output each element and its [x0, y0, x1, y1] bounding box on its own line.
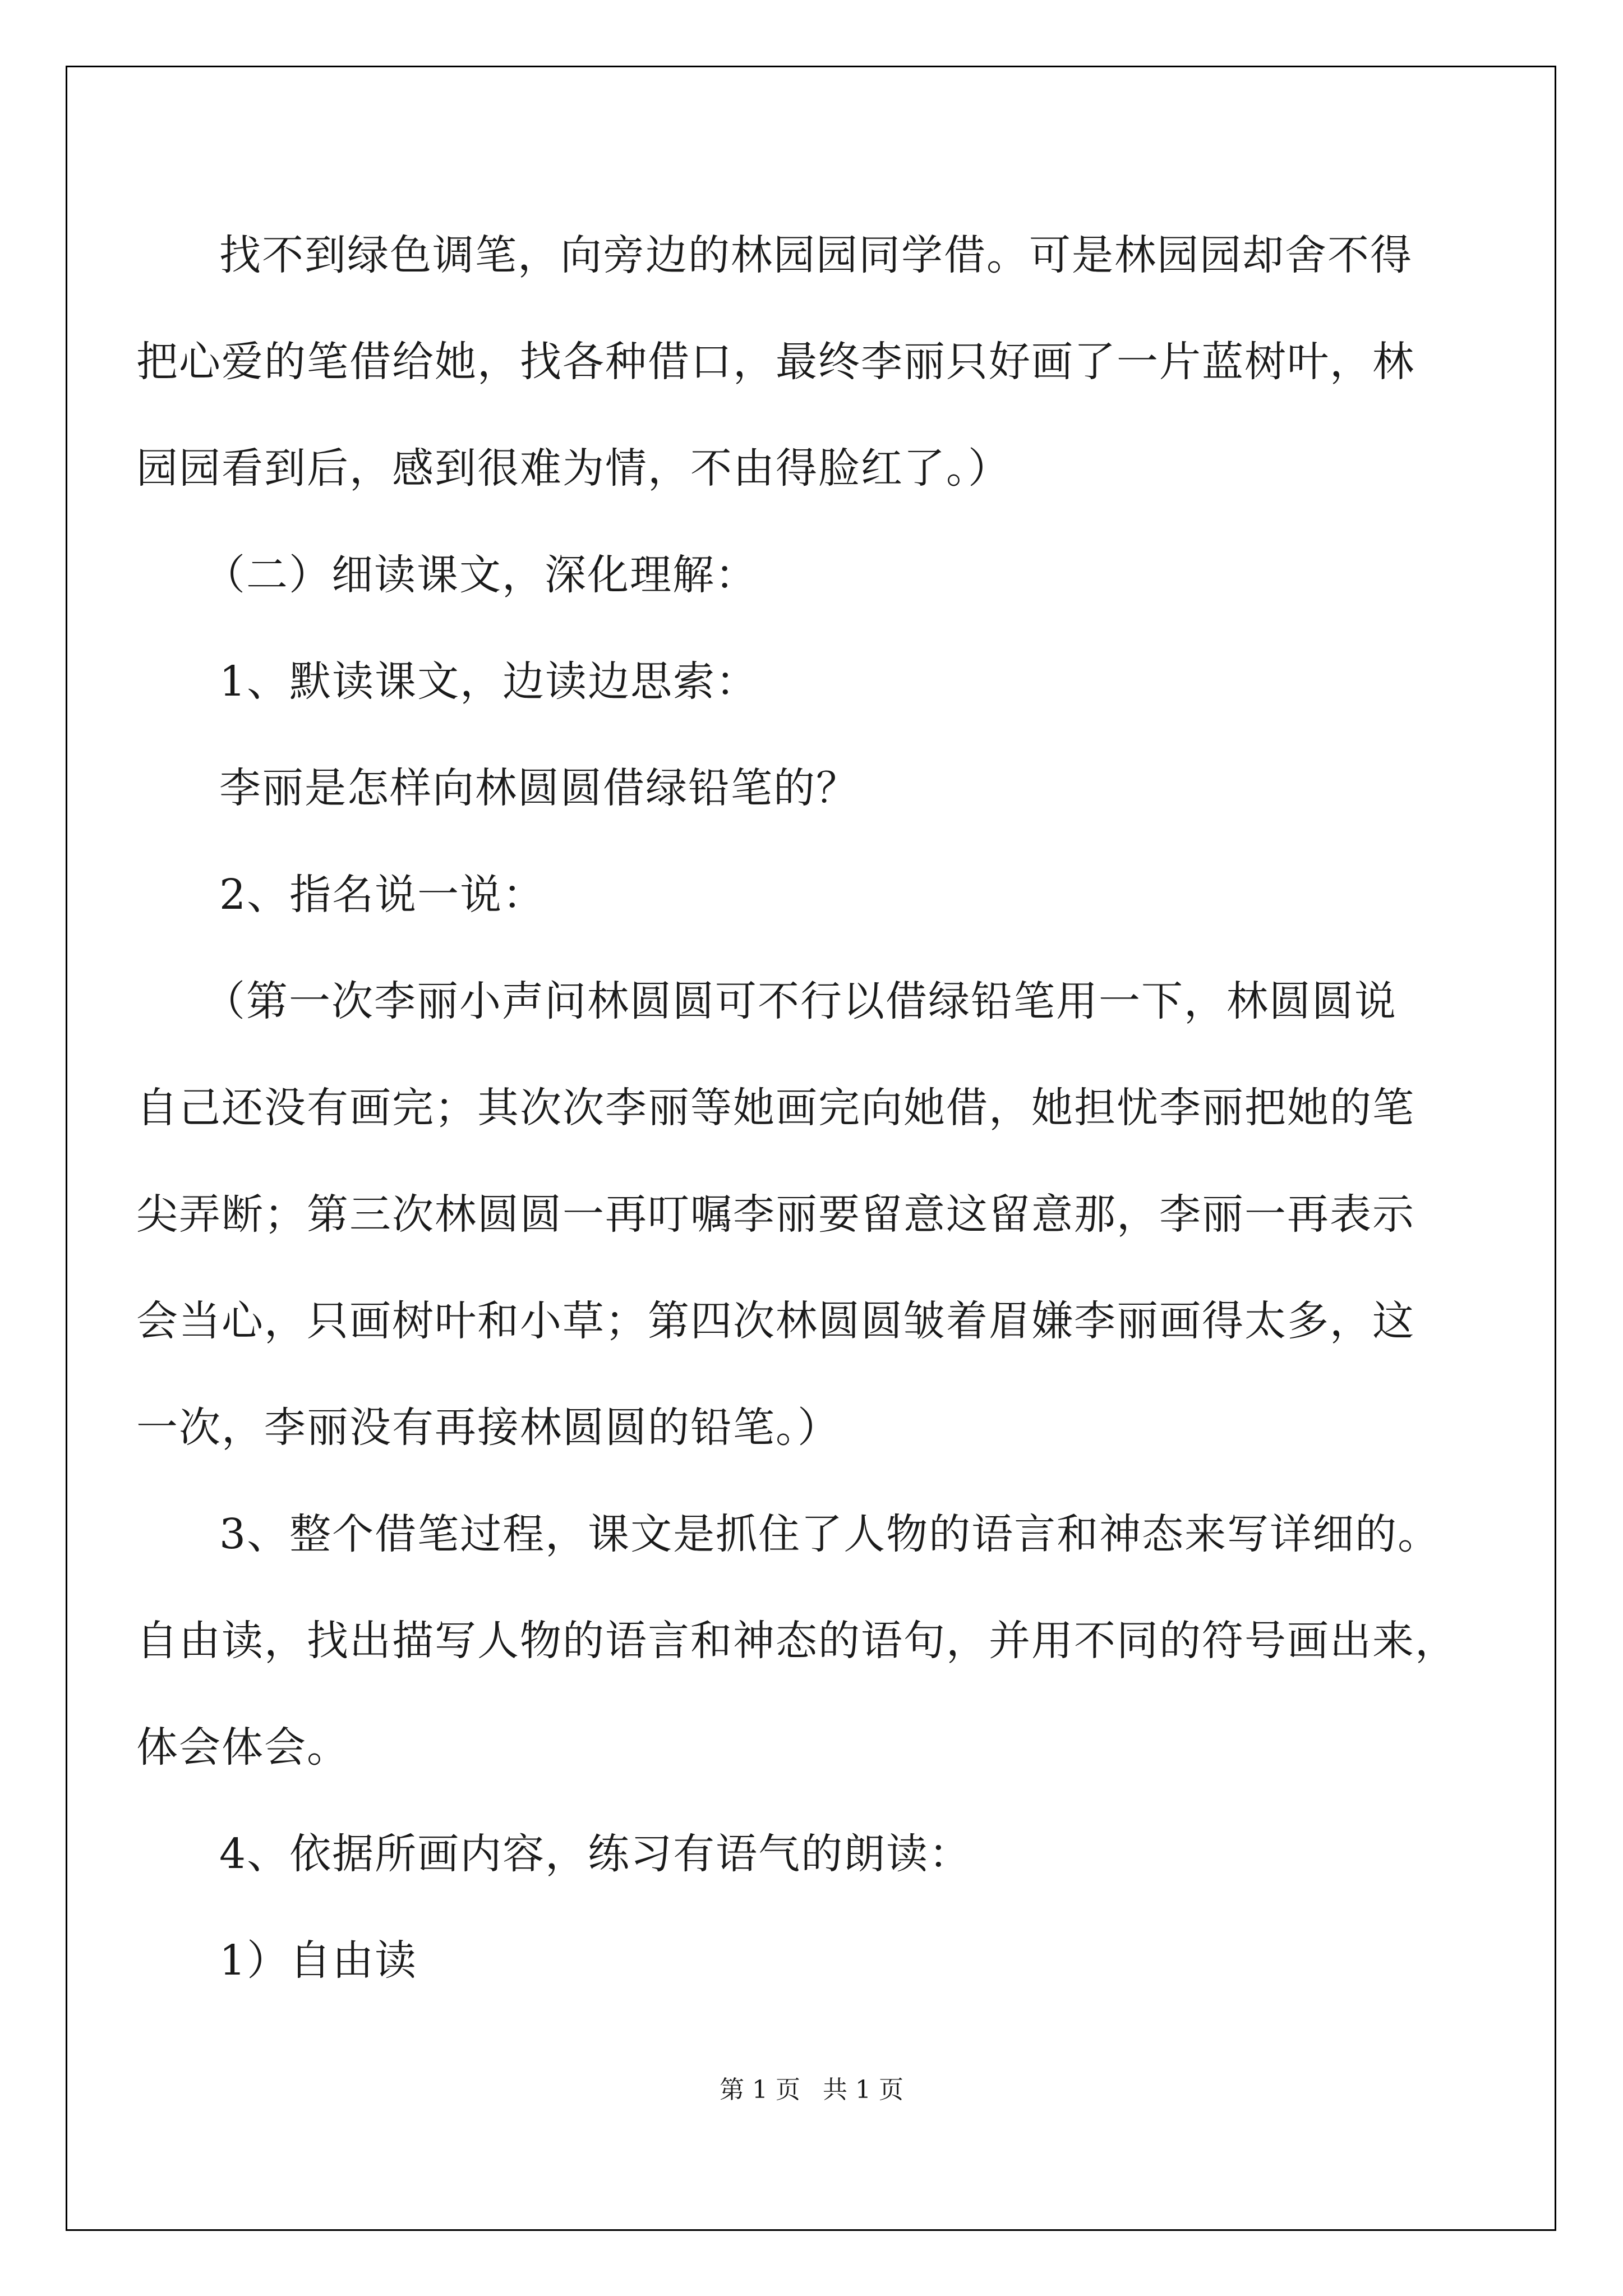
- step-heading: 1、默读课文，边读边思索：: [219, 657, 759, 706]
- text-line: （第一次李丽小声问林圆圆可不行以借绿铅笔用一下，林圆圆说: [204, 977, 1397, 1025]
- step-heading: 2、指名说一说：: [219, 871, 546, 919]
- page-total: 共 1 页: [823, 2076, 903, 2104]
- text-line: 自由读，找出描写人物的语言和神态的语句，并用不同的符号画出来，: [136, 1617, 1458, 1665]
- page-number: 第 1 页: [720, 2076, 800, 2104]
- step-heading: 3、整个借笔过程，课文是抓住了人物的语言和神态来写详细的。: [219, 1510, 1441, 1558]
- document-body: [136, 202, 1493, 2014]
- text-line: 体会体会。: [136, 1723, 349, 1772]
- text-line: 找不到绿色调笔，向旁边的林园园同学借。可是林园园却舍不得: [219, 231, 1413, 279]
- text-line: 李丽是怎样向林圆圆借绿铅笔的？: [219, 764, 859, 812]
- text-line: 园园看到后，感到很难为情，不由得脸红了。）: [136, 444, 1011, 493]
- step-heading: 4、依据所画内容，练习有语气的朗读：: [219, 1830, 972, 1878]
- text-line: 尖弄断；第三次林圆圆一再叮嘱李丽要留意这留意那，李丽一再表示: [136, 1190, 1415, 1239]
- text-line: 一次，李丽没有再接林圆圆的铅笔。）: [136, 1404, 840, 1452]
- text-line: 自己还没有画完；其次次李丽等她画完向她借，她担忧李丽把她的笔: [136, 1084, 1415, 1132]
- page-footer: [0, 2073, 1623, 2107]
- text-line: 把心爱的笔借给她，找各种借口，最终李丽只好画了一片蓝树叶，林: [136, 338, 1415, 386]
- text-line: 会当心，只画树叶和小草；第四次林圆圆皱着眉嫌李丽画得太多，这: [136, 1297, 1415, 1345]
- section-heading: （二）细读课文，深化理解：: [204, 551, 758, 599]
- text-line: 1）自由读: [219, 1936, 418, 1985]
